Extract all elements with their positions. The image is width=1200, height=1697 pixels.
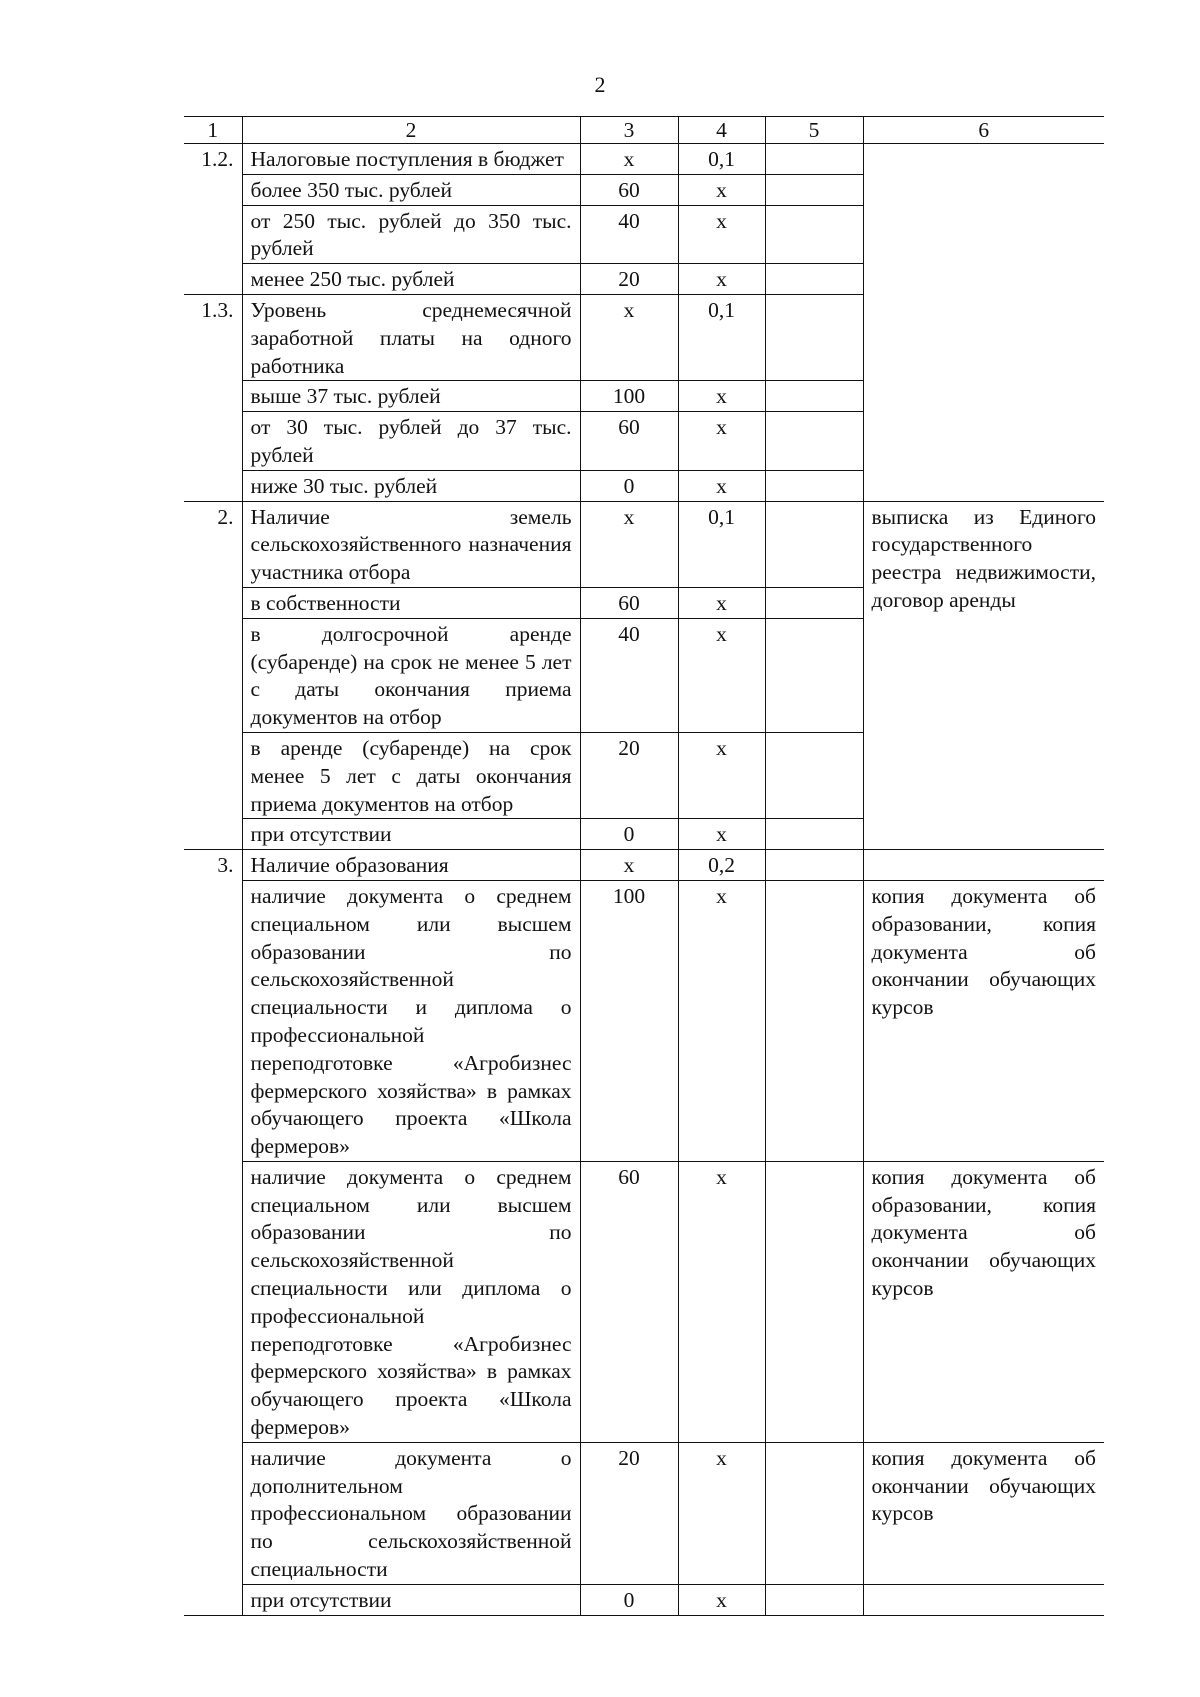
- score-cell: х: [580, 850, 678, 881]
- weight-cell: х: [678, 264, 765, 295]
- empty-cell: [765, 732, 863, 818]
- weight-cell: х: [678, 412, 765, 471]
- option-label: от 30 тыс. рублей до 37 тыс. рублей: [242, 412, 580, 471]
- criterion-number: 1.3.: [184, 294, 242, 501]
- weight-cell: х: [678, 587, 765, 618]
- option-row: [184, 880, 1104, 1161]
- empty-cell: [765, 412, 863, 471]
- empty-cell: [765, 205, 863, 264]
- empty-cell: [765, 587, 863, 618]
- weight-cell: х: [678, 174, 765, 205]
- criterion-number: 3.: [184, 850, 242, 1616]
- score-cell: х: [580, 144, 678, 175]
- score-cell: 100: [580, 880, 678, 1161]
- empty-cell: [765, 264, 863, 295]
- criterion-row: [184, 850, 1104, 881]
- empty-cell: [765, 294, 863, 380]
- weight-cell: х: [678, 1161, 765, 1442]
- option-label: при отсутствии: [242, 1584, 580, 1615]
- score-cell: 20: [580, 1442, 678, 1584]
- page-number: 2: [594, 72, 606, 97]
- option-label: от 250 тыс. рублей до 350 тыс. рублей: [242, 205, 580, 264]
- empty-cell: [765, 1442, 863, 1584]
- option-label: наличие документа о дополнительном профессиональном образовании по сельскохозяйственной специальности: [242, 1442, 580, 1584]
- criterion-number: 2.: [184, 501, 242, 850]
- score-cell: 40: [580, 618, 678, 732]
- header-cell: 5: [765, 117, 863, 144]
- criterion-number: 1.2.: [184, 144, 242, 295]
- empty-cell: [765, 174, 863, 205]
- weight-cell: х: [678, 732, 765, 818]
- score-cell: 40: [580, 205, 678, 264]
- weight-cell: 0,1: [678, 501, 765, 587]
- score-cell: 60: [580, 1161, 678, 1442]
- header-cell: 2: [242, 117, 580, 144]
- score-cell: 0: [580, 470, 678, 501]
- option-label: ниже 30 тыс. рублей: [242, 470, 580, 501]
- score-cell: 0: [580, 1584, 678, 1615]
- weight-cell: х: [678, 470, 765, 501]
- empty-cell: [765, 470, 863, 501]
- score-cell: 60: [580, 174, 678, 205]
- criteria-table: [184, 116, 1104, 1616]
- weight-cell: х: [678, 205, 765, 264]
- option-label: выше 37 тыс. рублей: [242, 381, 580, 412]
- option-label: в аренде (субаренде) на срок менее 5 лет с даты окончания приема документов на отбор: [242, 732, 580, 818]
- empty-cell: [765, 144, 863, 175]
- score-cell: 20: [580, 264, 678, 295]
- header-cell: 6: [863, 117, 1104, 144]
- weight-cell: х: [678, 618, 765, 732]
- document-cell: [863, 1584, 1104, 1615]
- option-row: [184, 1584, 1104, 1615]
- weight-cell: 0,2: [678, 850, 765, 881]
- score-cell: 100: [580, 381, 678, 412]
- criterion-title: Наличие образования: [242, 850, 580, 881]
- weight-cell: 0,1: [678, 294, 765, 380]
- empty-cell: [765, 880, 863, 1161]
- header-cell: 4: [678, 117, 765, 144]
- weight-cell: 0,1: [678, 144, 765, 175]
- document-cell: [863, 144, 1104, 502]
- option-row: [184, 1442, 1104, 1584]
- weight-cell: х: [678, 1584, 765, 1615]
- option-label: наличие документа о среднем специальном или высшем образовании по сельскохозяйственной специальности или диплома о профессиональной переподготовке «Агробизнес фермерского хозяйства» в рамках обучающего проекта «Школа фермеров»: [242, 1161, 580, 1442]
- option-label: в долгосрочной аренде (субаренде) на срок не менее 5 лет с даты окончания приема документов на отбор: [242, 618, 580, 732]
- criterion-row: [184, 501, 1104, 587]
- empty-cell: [765, 850, 863, 881]
- criterion-title: Налоговые поступления в бюджет: [242, 144, 580, 175]
- criterion-title: Уровень среднемесячной заработной платы на одного работника: [242, 294, 580, 380]
- header-cell: 1: [184, 117, 242, 144]
- empty-cell: [765, 501, 863, 587]
- criterion-title: Наличие земель сельскохозяйственного назначения участника отбора: [242, 501, 580, 587]
- header-cell: 3: [580, 117, 678, 144]
- document-cell: [863, 850, 1104, 881]
- document-cell: выписка из Единого государственного реестра недвижимости, договор аренды: [863, 501, 1104, 850]
- score-cell: 60: [580, 412, 678, 471]
- option-label: наличие документа о среднем специальном или высшем образовании по сельскохозяйственной специальности и диплома о профессиональной переподготовке «Агробизнес фермерского хозяйства» в рамках обучающего проекта «Школа фермеров»: [242, 880, 580, 1161]
- weight-cell: х: [678, 1442, 765, 1584]
- weight-cell: х: [678, 819, 765, 850]
- option-label: при отсутствии: [242, 819, 580, 850]
- document-cell: копия документа об образовании, копия документа об окончании обучающих курсов: [863, 1161, 1104, 1442]
- document-cell: копия документа об окончании обучающих курсов: [863, 1442, 1104, 1584]
- option-row: [184, 1161, 1104, 1442]
- option-label: в собственности: [242, 587, 580, 618]
- score-cell: х: [580, 294, 678, 380]
- weight-cell: х: [678, 381, 765, 412]
- header-row: [184, 117, 1104, 144]
- option-label: более 350 тыс. рублей: [242, 174, 580, 205]
- score-cell: 60: [580, 587, 678, 618]
- empty-cell: [765, 819, 863, 850]
- document-cell: копия документа об образовании, копия документа об окончании обучающих курсов: [863, 880, 1104, 1161]
- score-cell: 20: [580, 732, 678, 818]
- empty-cell: [765, 1161, 863, 1442]
- score-cell: х: [580, 501, 678, 587]
- empty-cell: [765, 1584, 863, 1615]
- empty-cell: [765, 381, 863, 412]
- score-cell: 0: [580, 819, 678, 850]
- option-label: менее 250 тыс. рублей: [242, 264, 580, 295]
- criterion-row: [184, 144, 1104, 175]
- empty-cell: [765, 618, 863, 732]
- weight-cell: х: [678, 880, 765, 1161]
